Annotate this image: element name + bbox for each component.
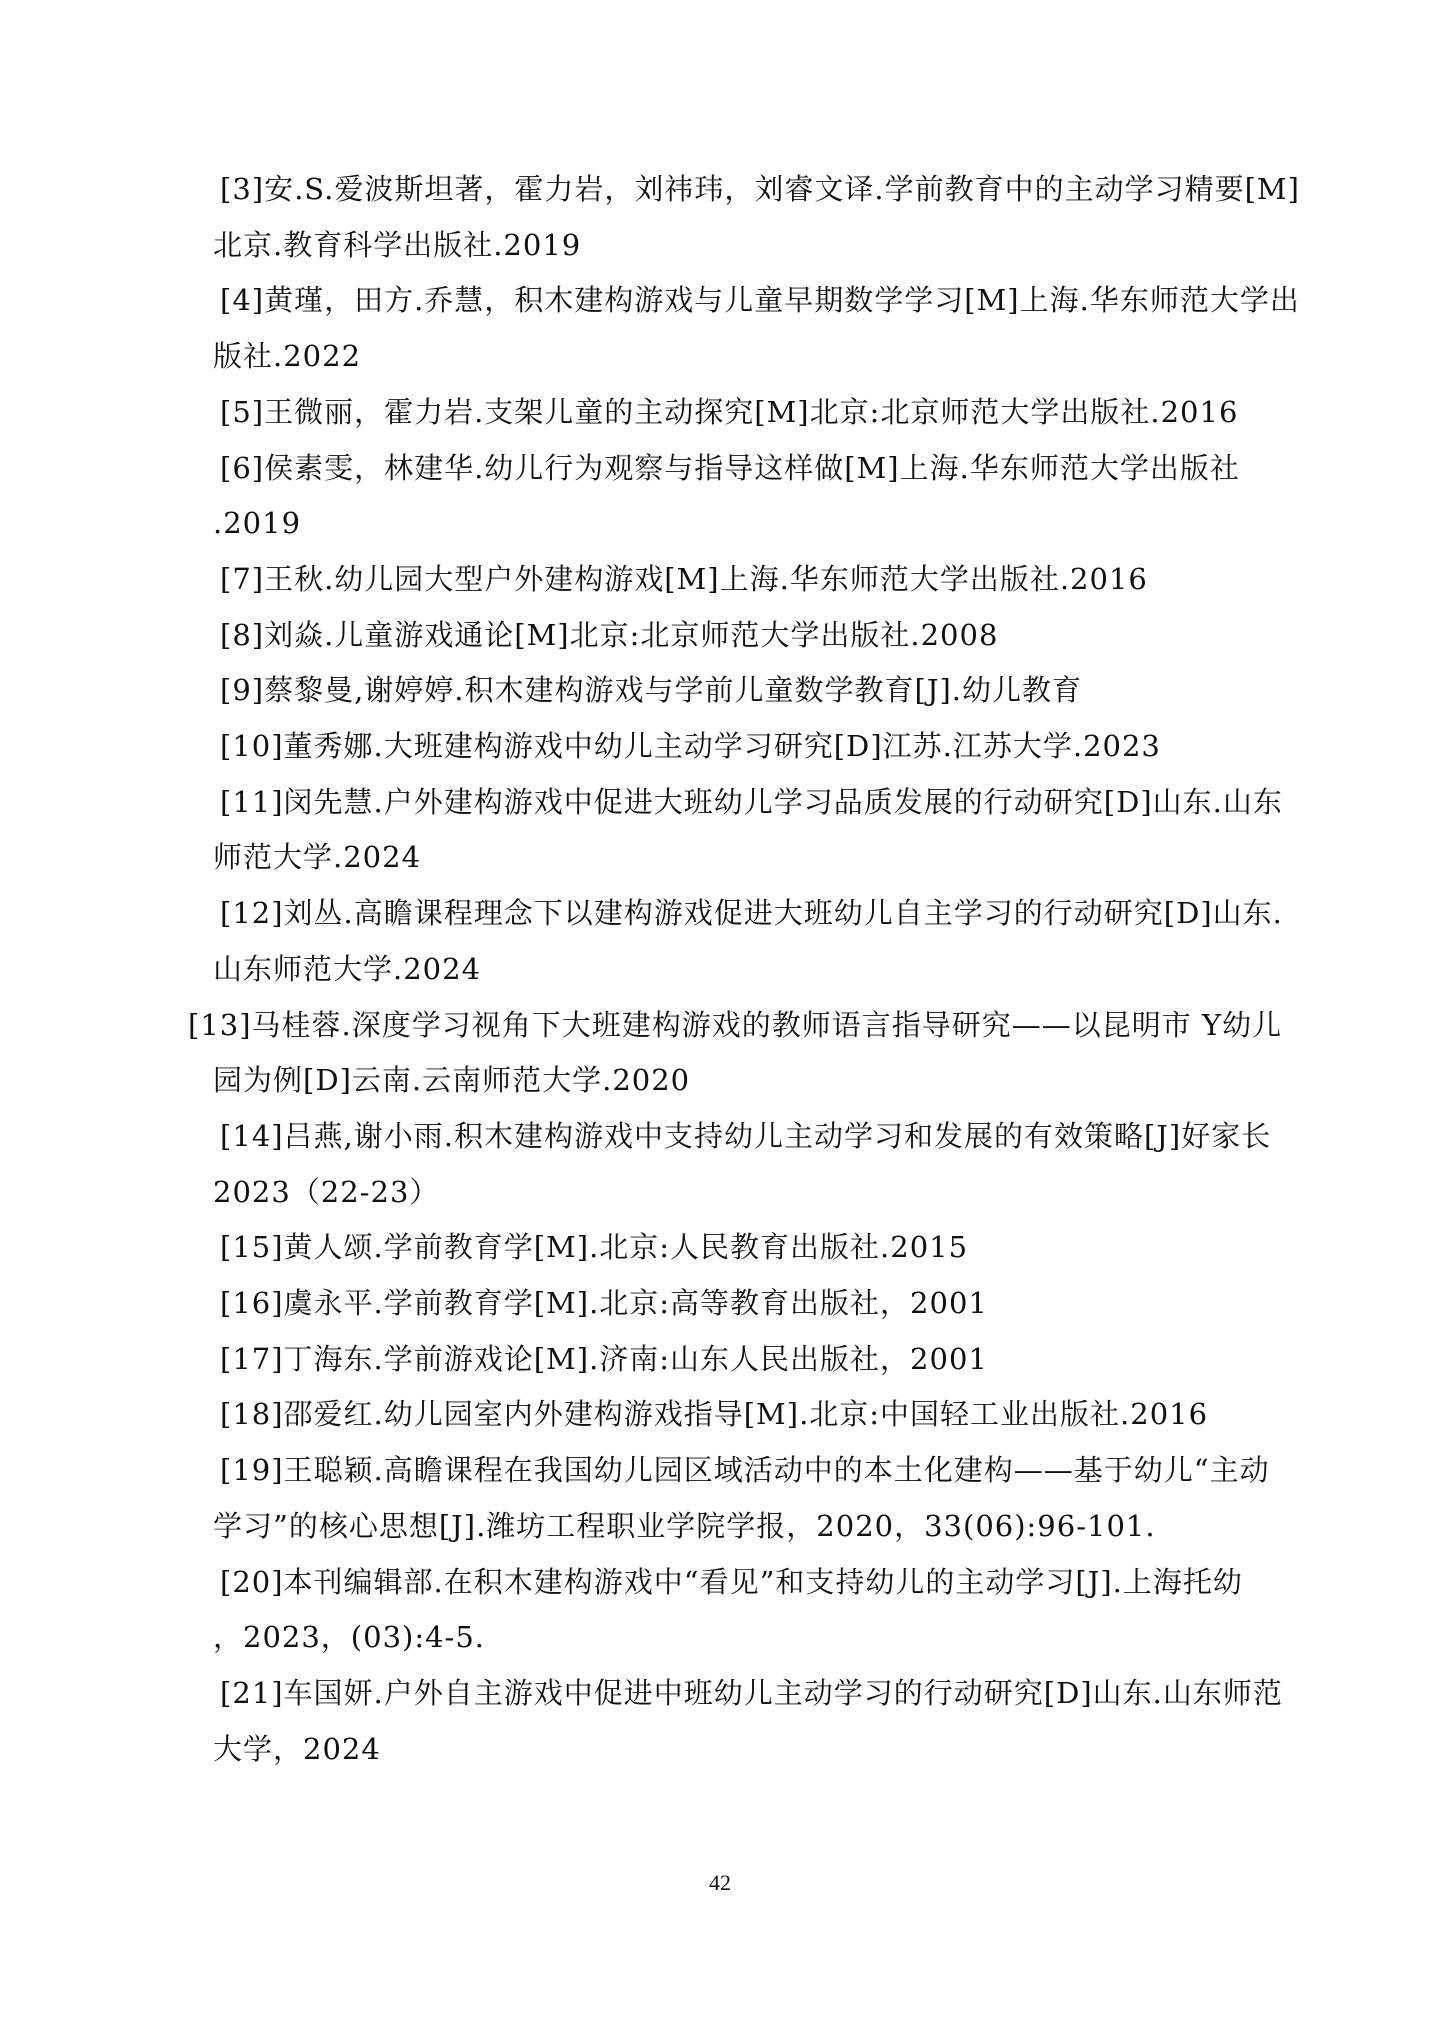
reference-entry: [10]董秀娜.大班建构游戏中幼儿主动学习研究[D]江苏.江苏大学.2023 (220, 729, 1161, 763)
reference-entry: [9]蔡黎曼,谢婷婷.积木建构游戏与学前儿童数学教育[J].幼儿教育 (220, 673, 1082, 708)
reference-continuation: 版社.2022 (213, 339, 362, 374)
reference-entry: [4]黄瑾，田方.乔慧，积木建构游戏与儿童早期数学学习[M]上海.华东师范大学出 (220, 283, 1300, 318)
reference-continuation: 师范大学.2024 (213, 840, 422, 875)
reference-continuation: ，2023，(03):4-5. (213, 1620, 486, 1655)
reference-continuation: 学习”的核心思想[J].潍坊工程职业学院学报，2020，33(06):96-101. (213, 1508, 1156, 1543)
reference-entry: [3]安.S.爱波斯坦著，霍力岩，刘祎玮，刘睿文译.学前教育中的主动学习精要[M] (220, 172, 1300, 206)
reference-entry: [12]刘丛.高瞻课程理念下以建构游戏促进大班幼儿自主学习的行动研究[D]山东. (220, 896, 1283, 931)
reference-entry: [17]丁海东.学前游戏论[M].济南:山东人民出版社，2001 (220, 1341, 988, 1376)
reference-entry: [19]王聪颖.高瞻课程在我国幼儿园区域活动中的本土化建构——基于幼儿“主动 (220, 1453, 1270, 1488)
reference-entry: [13]马桂蓉.深度学习视角下大班建构游戏的教师语言指导研究——以昆明市 Y幼儿 (188, 1007, 1283, 1042)
reference-entry: [5]王微丽，霍力岩.支架儿童的主动探究[M]北京:北京师范大学出版社.2016 (220, 394, 1239, 429)
reference-entry: [15]黄人颂.学前教育学[M].北京:人民教育出版社.2015 (220, 1230, 969, 1265)
reference-entry: [20]本刊编辑部.在积木建构游戏中“看见”和支持幼儿的主动学习[J].上海托幼 (220, 1564, 1243, 1599)
reference-continuation: 大学，2024 (213, 1731, 381, 1766)
page-number: 42 (709, 1870, 731, 1895)
reference-entry: [7]王秋.幼儿园大型户外建构游戏[M]上海.华东师范大学出版社.2016 (220, 561, 1148, 596)
reference-continuation: .2019 (213, 506, 302, 541)
reference-entry: [8]刘焱.儿童游戏通论[M]北京:北京师范大学出版社.2008 (220, 617, 999, 652)
reference-continuation: 园为例[D]云南.云南师范大学.2020 (213, 1063, 691, 1098)
reference-entry: [18]邵爱红.幼儿园室内外建构游戏指导[M].北京:中国轻工业出版社.2016 (220, 1397, 1209, 1432)
reference-entry: [11]闵先慧.户外建构游戏中促进大班幼儿学习品质发展的行动研究[D]山东.山东 (220, 784, 1283, 819)
reference-entry: [21]车国妍.户外自主游戏中促进中班幼儿主动学习的行动研究[D]山东.山东师范 (220, 1675, 1283, 1710)
reference-continuation: 山东师范大学.2024 (213, 951, 482, 986)
reference-continuation: 2023（22-23） (213, 1174, 440, 1209)
reference-entry: [16]虞永平.学前教育学[M].北京:高等教育出版社，2001 (220, 1286, 988, 1320)
reference-entry: [14]吕燕,谢小雨.积木建构游戏中支持幼儿主动学习和发展的有效策略[J]好家长 (220, 1118, 1272, 1153)
reference-entry: [6]侯素雯，林建华.幼儿行为观察与指导这样做[M]上海.华东师范大学出版社 (220, 450, 1240, 485)
reference-continuation: 北京.教育科学出版社.2019 (213, 227, 582, 262)
